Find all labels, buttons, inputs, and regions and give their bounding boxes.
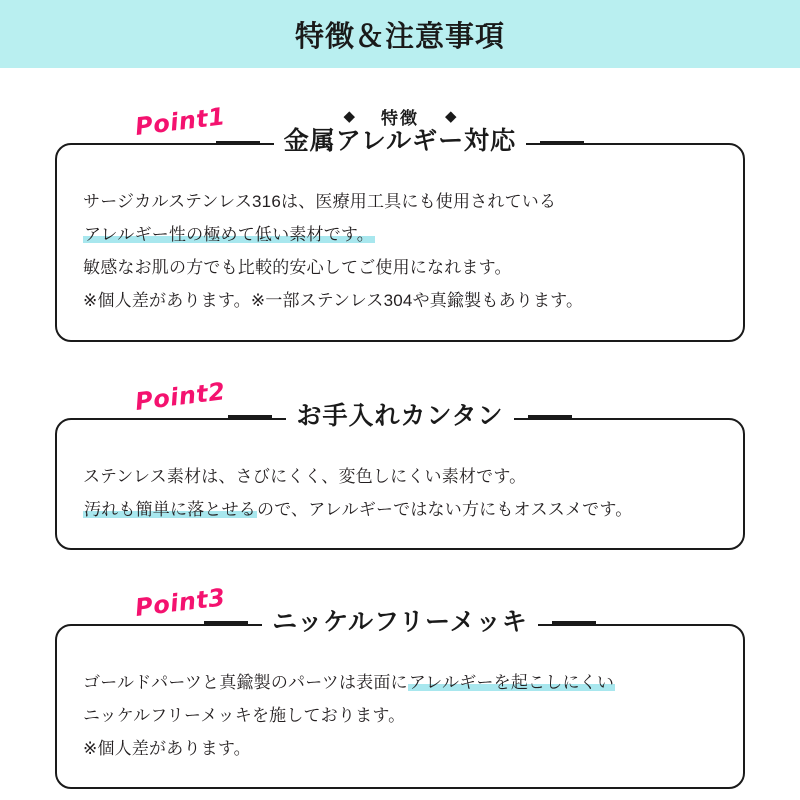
body-text: ので、アレルギーではない方にもオススメです。 [257,499,633,519]
body-line [83,493,717,526]
card-body [83,185,717,318]
page-header [0,0,800,68]
body-line [83,460,717,493]
body-line [83,284,717,317]
body-line [83,666,717,699]
page-title: 特徴＆注意事項 [294,20,505,53]
body-text: ゴールドパーツと真鍮製のパーツは表面に [83,672,408,692]
title-rule-left [204,621,248,624]
body-line [83,699,717,732]
body-text: ※個人差があります。※一部ステンレス304や真鍮製もあります。 [83,291,584,311]
point-block [55,376,745,550]
highlighted-text: 汚れも簡単に落とせる [84,499,256,519]
highlighted-text: アレルギー性の極めて低い素材です。 [84,225,374,245]
card-body [83,666,717,765]
body-line [83,185,717,218]
body-text: サージカルステンレス316は、医療用工具にも使用されている [83,192,557,211]
body-text: ステンレス素材は、さびにくく、変色しにくい素材です。 [83,466,527,486]
body-text: 敏感なお肌の方でも比較的安心してご使用になれます。 [83,258,512,278]
diamond-right-icon: ◆ [445,108,457,125]
point-tag: Point3 [133,583,227,622]
card-title: ニッケルフリーメッキ [262,609,538,637]
highlighted-text: アレルギーを起こしにくい [408,672,615,692]
section-label [0,104,800,129]
point-card [55,607,745,789]
title-rule-right [540,141,584,144]
title-rule-right [528,415,572,418]
body-text: ※個人差があります。 [83,739,251,759]
body-line [83,251,717,284]
point-tag: Point1 [133,102,227,141]
title-rule-left [216,141,260,144]
point-block [55,583,745,789]
body-line [83,732,717,765]
card-title: お手入れカンタン [286,403,513,431]
title-rule-right [552,621,596,624]
section-label-text: 特徴 [381,109,419,128]
card-title: 金属アレルギー対応 [274,128,526,156]
point-tag: Point2 [133,376,227,416]
body-line [83,218,717,251]
title-rule-left [228,415,272,418]
body-text: ニッケルフリーメッキを施しております。 [83,705,406,725]
card-body [83,460,717,526]
point-card [55,127,745,342]
point-card [55,401,745,550]
diamond-left-icon: ◆ [343,108,355,125]
